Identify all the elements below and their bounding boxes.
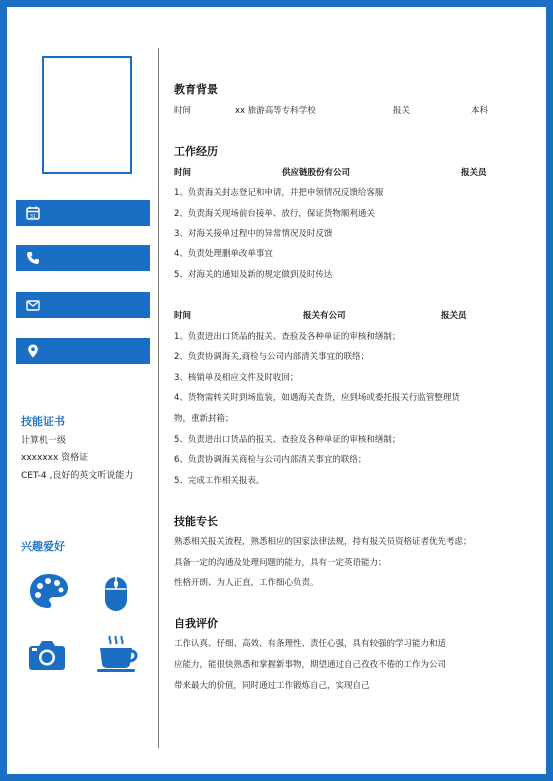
education-school: xx 旅游高等专科学校 (235, 106, 316, 116)
job-2-position: 报关员 (441, 311, 467, 321)
job-duty-item: 5、对海关的通知及新的规定做到及时传达 (174, 270, 333, 280)
phone-icon (26, 251, 40, 265)
job-duty-item: 5、完成工作相关报表。 (174, 476, 265, 486)
job-duty-item: 4、货物需转关时到场监装，如遇海关查货，应到场或委托报关行监管整理货 (174, 393, 460, 403)
svg-text:31: 31 (29, 213, 37, 220)
job-duty-item: 1、负责进出口货品的报关、查验及各种单证的审核和缮制； (174, 332, 401, 342)
job-duty-item: 3、核销单及相应文件及时收回； (174, 373, 299, 383)
mouse-icon (103, 575, 129, 613)
self-eval-line: 工作认真、仔细、高效、有条理性、责任心强，具有较强的学习能力和适 (174, 639, 447, 649)
job-1-position: 报关员 (461, 168, 487, 178)
hobbies-title: 兴趣爱好 (21, 540, 65, 553)
palette-icon (28, 572, 70, 610)
coffee-icon (96, 634, 140, 674)
education-title: 教育背景 (174, 83, 218, 96)
job-duty-item: 4、负责处理删单改单事宜 (174, 249, 273, 259)
contact-bar-phone (16, 245, 150, 271)
contact-bar-email (16, 292, 150, 318)
camera-icon (28, 638, 66, 672)
self-eval-line: 应能力，能很快熟悉和掌握新事物，期望通过自己孜孜不倦的工作为公司 (174, 660, 447, 670)
job-duty-item: 5、负责进出口货品的报关、查验及各种单证的审核和缮制； (174, 435, 401, 445)
education-time: 时间 (174, 106, 192, 116)
cert-item: 计算机一级 (21, 436, 67, 446)
job-1-time: 时间 (174, 168, 192, 178)
work-title: 工作经历 (174, 145, 218, 158)
job-1-company: 供应链股份有公司 (282, 168, 351, 178)
cert-item: CET-4 ,良好的英文听说能力 (21, 471, 134, 481)
skills-cert-title: 技能证书 (21, 415, 65, 428)
education-degree: 本科 (471, 106, 489, 116)
job-duty-item: 3、对海关接单过程中的异常情况及时反馈 (174, 229, 333, 239)
job-duty-item: 2、负责海关现场前台接单、放行，保证货物顺利通关 (174, 209, 375, 219)
cert-item: xxxxxxx 资格证 (21, 453, 89, 463)
job-duty-item: 2、负责协调海关,商检与公司内部清关事宜的联络； (174, 352, 370, 362)
job-duty-item: 1、负责海关封志登记和申请，并把申领情况反馈给客服 (174, 188, 384, 198)
contact-bar-birthday (16, 200, 150, 226)
divider-line (158, 48, 159, 748)
skills-title: 技能专长 (174, 515, 218, 528)
self-eval-title: 自我评价 (174, 617, 218, 630)
skills-line: 熟悉相关报关流程，熟悉相应的国家法律法规，持有报关员资格证者优先考虑； (174, 537, 472, 547)
contact-bar-address (16, 338, 150, 364)
education-major: 报关 (393, 106, 411, 116)
location-pin-icon (26, 344, 40, 358)
job-2-time: 时间 (174, 311, 192, 321)
self-eval-line: 带来最大的价值，同时通过工作锻炼自己，实现自己 (174, 681, 370, 691)
calendar-icon (26, 206, 40, 220)
job-duty-item: 6、负责协调海关商检与公司内部清关事宜的联络； (174, 455, 367, 465)
job-2-company: 报关有公司 (303, 311, 346, 321)
job-duty-item: 物，重新封箱； (174, 414, 234, 424)
mail-icon (26, 298, 40, 312)
skills-line: 性格开朗、为人正直，工作细心负责。 (174, 578, 319, 588)
skills-line: 具备一定的沟通及处理问题的能力，具有一定英语能力； (174, 558, 387, 568)
photo-placeholder (42, 56, 132, 174)
